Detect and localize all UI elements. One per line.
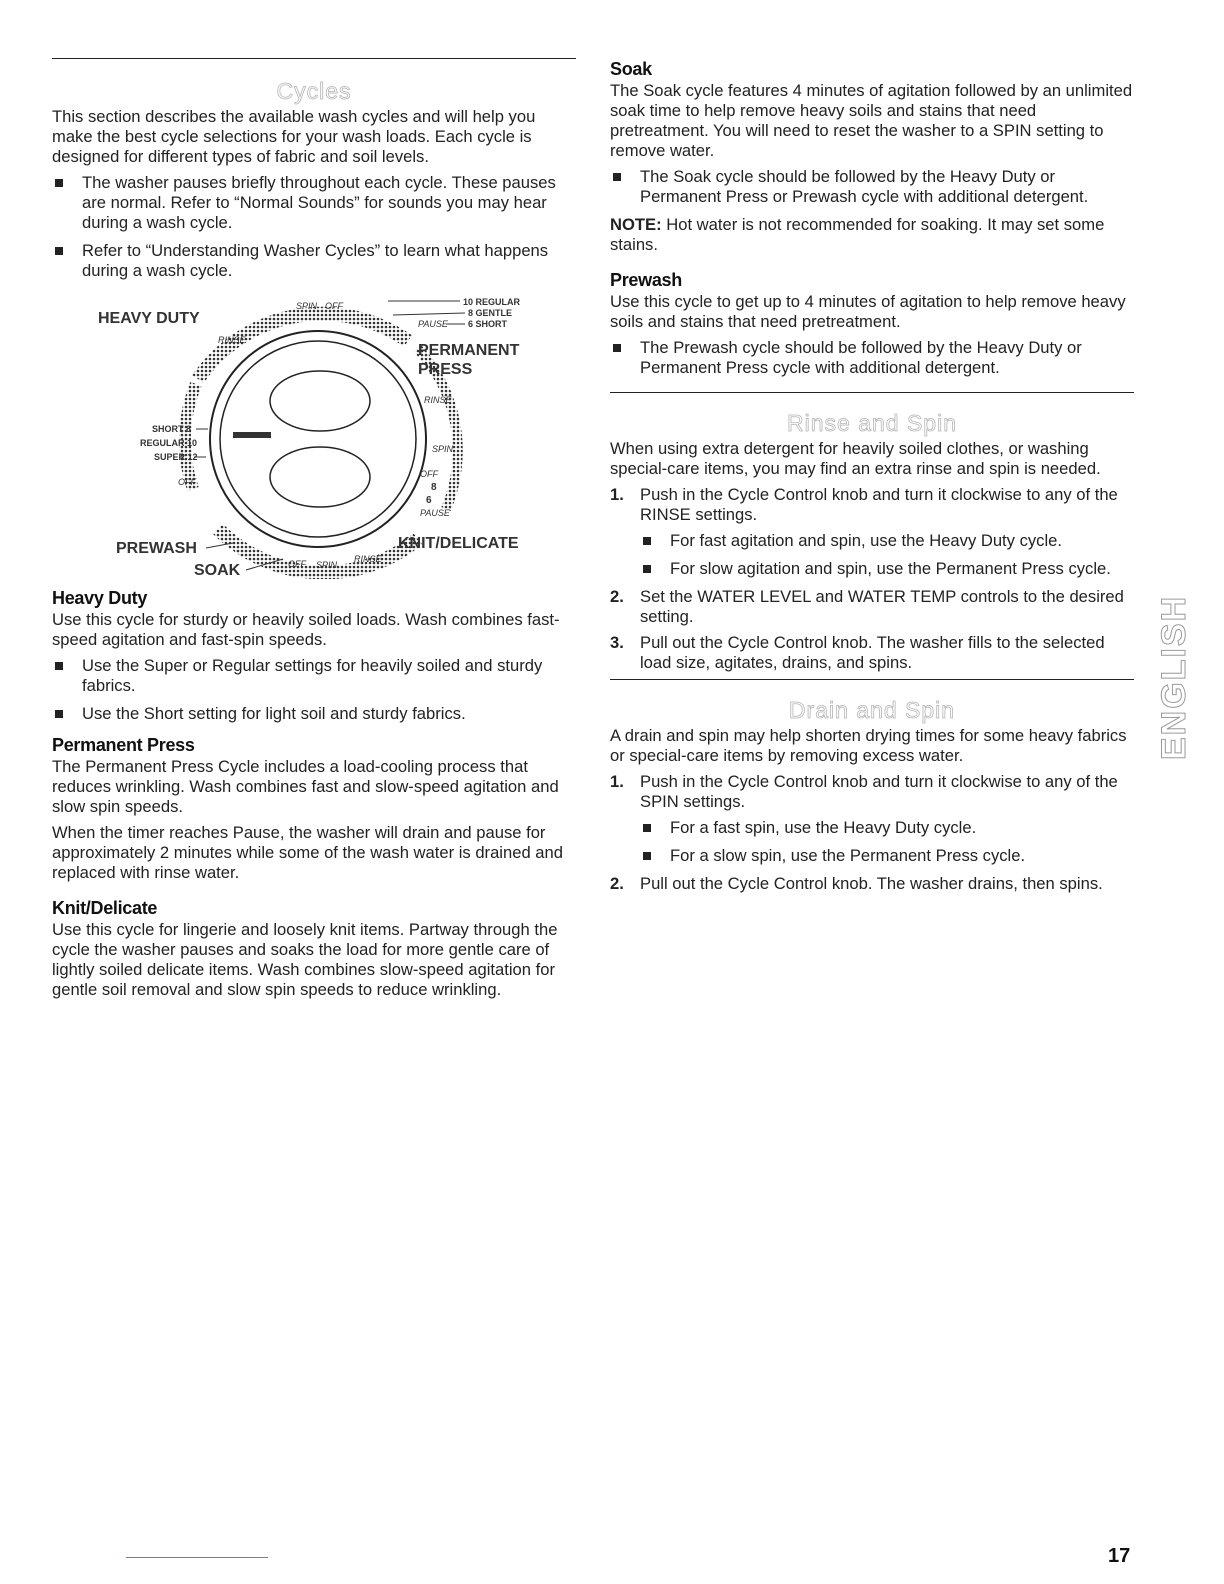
dial-ring-left [185, 384, 196, 489]
cycles-intro: This section describes the available wash cycles and will help you make the best cycle selections for your wash loads. Each cycle is designed for different types of fabric and soil levels. [52, 107, 536, 166]
dial-label-regular-10-left: REGULAR 10 [140, 438, 198, 448]
language-side-tab: ENGLISH [1155, 594, 1193, 760]
soak-text: The Soak cycle features 4 minutes of agitation followed by an unlimited soak time to help remove heavy soils and stains that need pretreatment. You will need to reset the washer to a SPIN setting to remove water. [610, 81, 1133, 160]
soak-bullets [610, 167, 1134, 207]
dial-label-super-12: SUPER 12 [154, 452, 198, 462]
dial-label-off-top: OFF [325, 301, 343, 311]
soak-heading: Soak [610, 59, 652, 79]
step-item [610, 874, 1134, 894]
bullet-item: The Soak cycle should be followed by the Heavy Duty or Permanent Press or Prewash cycle with additional detergent. [610, 167, 1134, 207]
dial-label-spin-top: SPIN [296, 301, 318, 311]
drain-spin-rule [610, 679, 1134, 680]
note-label: NOTE: [610, 215, 662, 234]
dial-label-regular-10: 10 REGULAR [463, 297, 521, 307]
step-text: Set the WATER LEVEL and WATER TEMP controls to the desired setting. [640, 587, 1124, 626]
bullet-item: The washer pauses briefly throughout each cycle. These pauses are normal. Refer to “Normal Sounds” for sounds you may hear during a wash cycle. [52, 173, 576, 233]
step-item [610, 633, 1134, 673]
bullet-item: For slow agitation and spin, use the Permanent Press cycle. [640, 559, 1134, 579]
drain-spin-title: Drain and Spin [788, 697, 956, 723]
permanent-press-heading: Permanent Press [52, 735, 195, 755]
drain-spin-steps [610, 772, 1134, 894]
heavy-duty-bullets [52, 656, 576, 724]
step-text: Push in the Cycle Control knob and turn it clockwise to any of the RINSE settings. [640, 485, 1118, 524]
dial-label-off-right: OFF [420, 469, 438, 479]
drain-spin-intro: A drain and spin may help shorten drying times for some heavy fabrics or special-care items by removing excess water. [610, 726, 1127, 765]
knit-delicate-text: Use this cycle for lingerie and loosely knit items. Partway through the cycle the washer pauses and soaks the load for more gentle care of lightly soiled delicate items. Wash combines slow-speed agitation for gentle soil removal and slow spin speeds to reduce wrinkling. [52, 920, 558, 999]
step-item [610, 772, 1134, 866]
step-item [610, 485, 1134, 579]
permanent-press-text-2: When the timer reaches Pause, the washer will drain and pause for approximately 2 minutes while some of the wash water is drained and replaced with rinse water. [52, 823, 563, 882]
step-number: 1. [610, 485, 624, 504]
bullet-item: The Prewash cycle should be followed by the Heavy Duty or Permanent Press cycle with additional detergent. [610, 338, 1134, 378]
dial-label-pause-top: PAUSE [418, 319, 448, 329]
prewash-heading: Prewash [610, 270, 682, 290]
leader-line [393, 313, 465, 315]
step-number: 2. [610, 874, 624, 893]
step-text: Push in the Cycle Control knob and turn it clockwise to any of the SPIN settings. [640, 772, 1118, 811]
dial-label-gentle-8: 8 GENTLE [468, 308, 513, 318]
dial-label-permanent: PERMANENT [418, 342, 520, 359]
dial-label-prewash: PREWASH [116, 540, 197, 557]
dial-label-knit-delicate: KNIT/DELICATE [398, 535, 519, 552]
step-text: Pull out the Cycle Control knob. The washer fills to the selected load size, agitates, drains, and spins. [640, 633, 1105, 672]
bullet-item: For a slow spin, use the Permanent Press cycle. [640, 846, 1134, 866]
dial-knob-outer [210, 331, 426, 547]
rinse-spin-rule [610, 392, 1134, 393]
permanent-press-text: The Permanent Press Cycle includes a load-cooling process that reduces wrinkling. Wash combines fast and slow-speed agitation and slow spin speeds. [52, 757, 559, 816]
dial-label-soak: SOAK [194, 562, 241, 579]
bullet-item: For a fast spin, use the Heavy Duty cycle. [640, 818, 1134, 838]
top-rule-left [52, 58, 576, 59]
cycles-title: Cycles [276, 78, 352, 104]
soak-note [610, 215, 1134, 255]
dial-label-off-left: OFF [178, 477, 196, 487]
left-column [52, 58, 576, 1006]
right-column [610, 58, 1134, 900]
bullet-item: For fast agitation and spin, use the Heavy Duty cycle. [640, 531, 1134, 551]
dial-ring-top [198, 314, 408, 379]
bullet-item: Refer to “Understanding Washer Cycles” to learn what happens during a wash cycle. [52, 241, 576, 281]
step-item [610, 587, 1134, 627]
step-number: 1. [610, 772, 624, 791]
heavy-duty-heading: Heavy Duty [52, 588, 148, 608]
cycle-dial-diagram [88, 289, 528, 579]
bullet-item: Use the Super or Regular settings for heavily soiled and sturdy fabrics. [52, 656, 576, 696]
rinse-spin-title: Rinse and Spin [787, 410, 957, 436]
prewash-text: Use this cycle to get up to 4 minutes of agitation to help remove heavy soils and stains that need pretreatment. [610, 292, 1126, 331]
note-text: Hot water is not recommended for soaking. It may set some stains. [610, 215, 1105, 254]
knit-delicate-heading: Knit/Delicate [52, 898, 158, 918]
step-number: 2. [610, 587, 624, 606]
dial-label-rinse-bottom: RINSE [354, 554, 382, 564]
dial-label-rinse-left: RINSE [218, 335, 246, 345]
dial-grip-top [270, 371, 370, 431]
rinse-spin-intro: When using extra detergent for heavily soiled clothes, or washing special-care items, you may find an extra rinse and spin is needed. [610, 439, 1101, 478]
dial-grip-bottom [270, 447, 370, 507]
dial-label-spin-bottom: SPIN [316, 560, 338, 570]
dial-label-spin-right: SPIN [432, 444, 454, 454]
dial-label-short-6: 6 SHORT [468, 319, 508, 329]
step-number: 3. [610, 633, 624, 652]
bottom-link-underline [126, 1557, 268, 1558]
bullet-item: Use the Short setting for light soil and sturdy fabrics. [52, 704, 576, 724]
dial-label-pause-right: PAUSE [420, 508, 450, 518]
dial-label-heavy-duty: HEAVY DUTY [98, 310, 200, 327]
dial-label-rinse-right: RINSE [424, 395, 452, 405]
prewash-bullets [610, 338, 1134, 378]
dial-label-8-right: 8 [431, 482, 437, 493]
dial-label-short-8: SHORT 8 [152, 424, 192, 434]
step-bullets [640, 818, 1134, 866]
step-text: Pull out the Cycle Control knob. The washer drains, then spins. [640, 874, 1103, 893]
step-bullets [640, 531, 1134, 579]
dial-label-press: PRESS [418, 361, 473, 378]
dial-pointer [233, 432, 271, 438]
heavy-duty-text: Use this cycle for sturdy or heavily soiled loads. Wash combines fast-speed agitation and fast-spin speeds. [52, 610, 560, 649]
rinse-spin-steps [610, 485, 1134, 673]
dial-label-off-bottom: OFF [288, 559, 306, 569]
page-number: 17 [1108, 1545, 1131, 1567]
cycles-bullets [52, 173, 576, 281]
dial-label-6-right: 6 [426, 495, 432, 506]
